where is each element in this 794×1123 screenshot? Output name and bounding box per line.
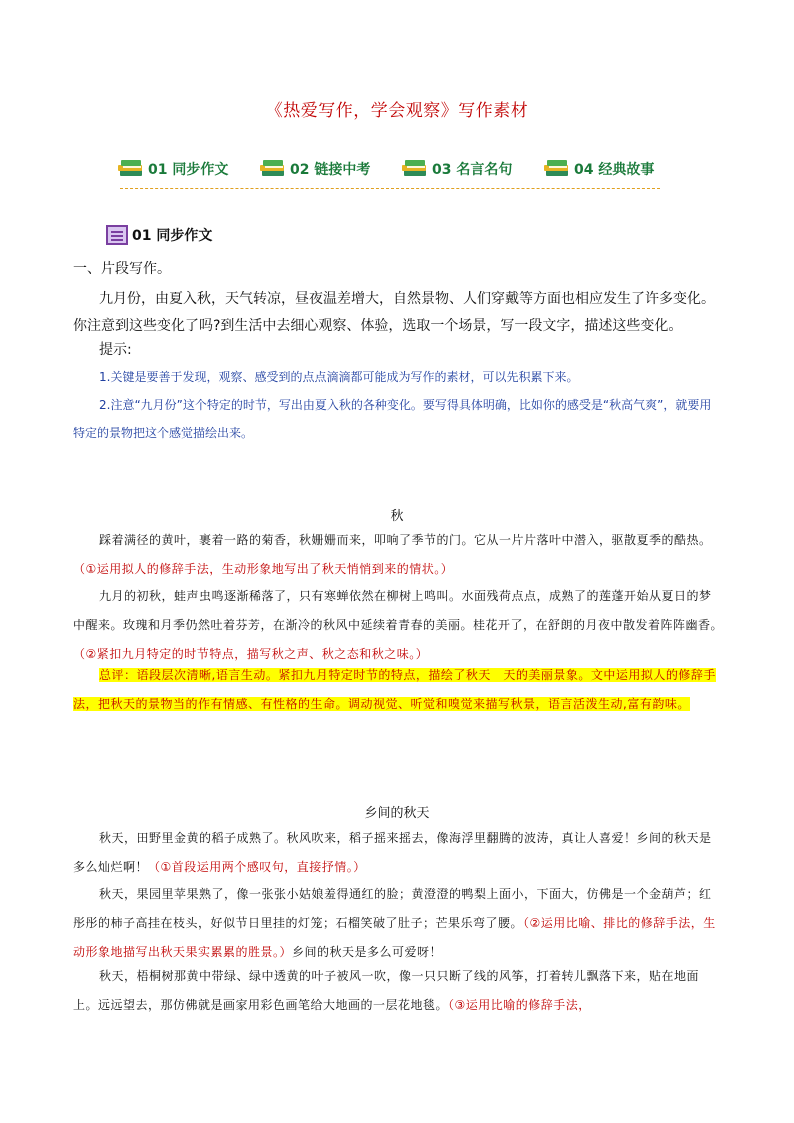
books-icon <box>544 159 570 179</box>
writing-prompt: 九月份，由夏入秋，天气转凉，昼夜温差增大，自然景物、人们穿戴等方面也相应发生了许多变化。你注意到这些变化了吗?到生活中去细心观察、体验，选取一个场景，写一段文字，描述这些变化。 <box>73 291 715 334</box>
annotation: （②运用比喻、排比的修辞手法，生动形象地描写出秋天果实累累的胜景。） <box>73 916 716 959</box>
paragraph-text: 秋天，梧桐树那黄中带绿、绿中透黄的叶子被风一吹，像一只只断了线的风筝，打着转儿飘落下来，贴在地面上。远远望去，那仿佛就是画家用彩色画笔给大地画的一层花地毯。 <box>73 969 700 1012</box>
section-heading-label: 01 同步作文 <box>132 228 213 244</box>
books-icon <box>118 159 144 179</box>
nav-label: 04 经典故事 <box>574 162 655 178</box>
nav-label: 03 名言名句 <box>432 162 513 178</box>
essay-paragraph <box>73 526 723 584</box>
paragraph-text: 踩着满径的黄叶，裹着一路的菊香，秋姗姗而来，叩响了季节的门。它从一片片落叶中潜入，驱散夏季的酷热。 <box>99 533 712 547</box>
essay-title: 乡间的秋天 <box>364 806 430 821</box>
page-title: 《热爱写作，学会观察》写作素材 <box>265 101 529 121</box>
paragraph-text: 九月的初秋，蛙声虫鸣逐渐稀落了，只有寒蝉依然在柳树上鸣叫。水面残荷点点，成熟了的莲蓬开始从夏日的梦中醒来。玫瑰和月季仍然吐着芬芳，在渐冷的秋风中延续着青春的美丽。桂花开了，在舒朗的月夜中散发着阵阵幽香。 <box>73 589 724 632</box>
books-icon <box>260 159 286 179</box>
part-title: 一、片段写作。 <box>73 261 171 277</box>
essay-paragraph <box>73 582 723 669</box>
notebook-icon <box>106 225 128 245</box>
books-icon <box>402 159 428 179</box>
paragraph-text: 乡间的秋天是多么可爱呀！ <box>292 945 443 959</box>
essay-comment <box>73 661 723 719</box>
nav-label: 01 同步作文 <box>148 162 229 178</box>
nav-divider <box>120 188 660 189</box>
annotation: （③运用比喻的修辞手法， <box>448 998 591 1012</box>
paragraph-text: 秋天，果园里苹果熟了，像一张张小姑娘羞得通红的脸；黄澄澄的鸭梨上面小，下面大，仿佛是一个金葫芦；红彤彤的柿子高挂在枝头，好似节日里挂的灯笼；石榴笑破了肚子；芒果乐弯了腰。 <box>73 887 712 930</box>
essay-paragraph <box>73 824 723 882</box>
nav-item-stories[interactable] <box>544 157 654 181</box>
tips-label: 提示: <box>99 342 132 358</box>
section-nav <box>118 157 678 183</box>
tip-2: 2.注意“九月份”这个特定的时节，写出由夏入秋的各种变化。要写得具体明确，比如你的感受是“秋高气爽”，就要用特定的景物把这个感觉描绘出来。 <box>73 398 712 440</box>
essay-paragraph <box>73 880 723 967</box>
nav-label: 02 链接中考 <box>290 162 371 178</box>
paragraph-text: 秋天，田野里金黄的稻子成熟了。秋风吹来，稻子摇来摇去，像海浮里翻腾的波涛，真让人喜爱！乡间的秋天是多么灿烂啊！ <box>73 831 712 874</box>
nav-item-quotes[interactable] <box>402 157 512 181</box>
tip-1: 1.关键是要善于发现，观察、感受到的点点滴滴都可能成为写作的素材，可以先积累下来。 <box>99 370 579 384</box>
comment-text: 总评：语段层次清晰,语言生动。紧扣九月特定时节的特点，描绘了秋天 天的美丽景象。文中运用拟人的修辞手法，把秋天的景物当的作有情感、有性格的生命。调动视觉、听觉和嗅觉来描写秋景，语言活泼生动,富有韵味。 <box>73 668 716 711</box>
essay-paragraph <box>73 962 723 1020</box>
nav-item-exam-link[interactable] <box>260 157 370 181</box>
essay-title: 秋 <box>390 509 404 524</box>
nav-item-sync-essay[interactable] <box>118 157 228 181</box>
annotation: （①首段运用两个感叹句，直接抒情。） <box>148 860 366 874</box>
annotation: （②紧扣九月特定的时节特点，描写秋之声、秋之态和秋之味。） <box>73 647 429 661</box>
annotation: （①运用拟人的修辞手法，生动形象地写出了秋天悄悄到来的情状。） <box>73 562 454 576</box>
section-heading <box>106 225 212 245</box>
